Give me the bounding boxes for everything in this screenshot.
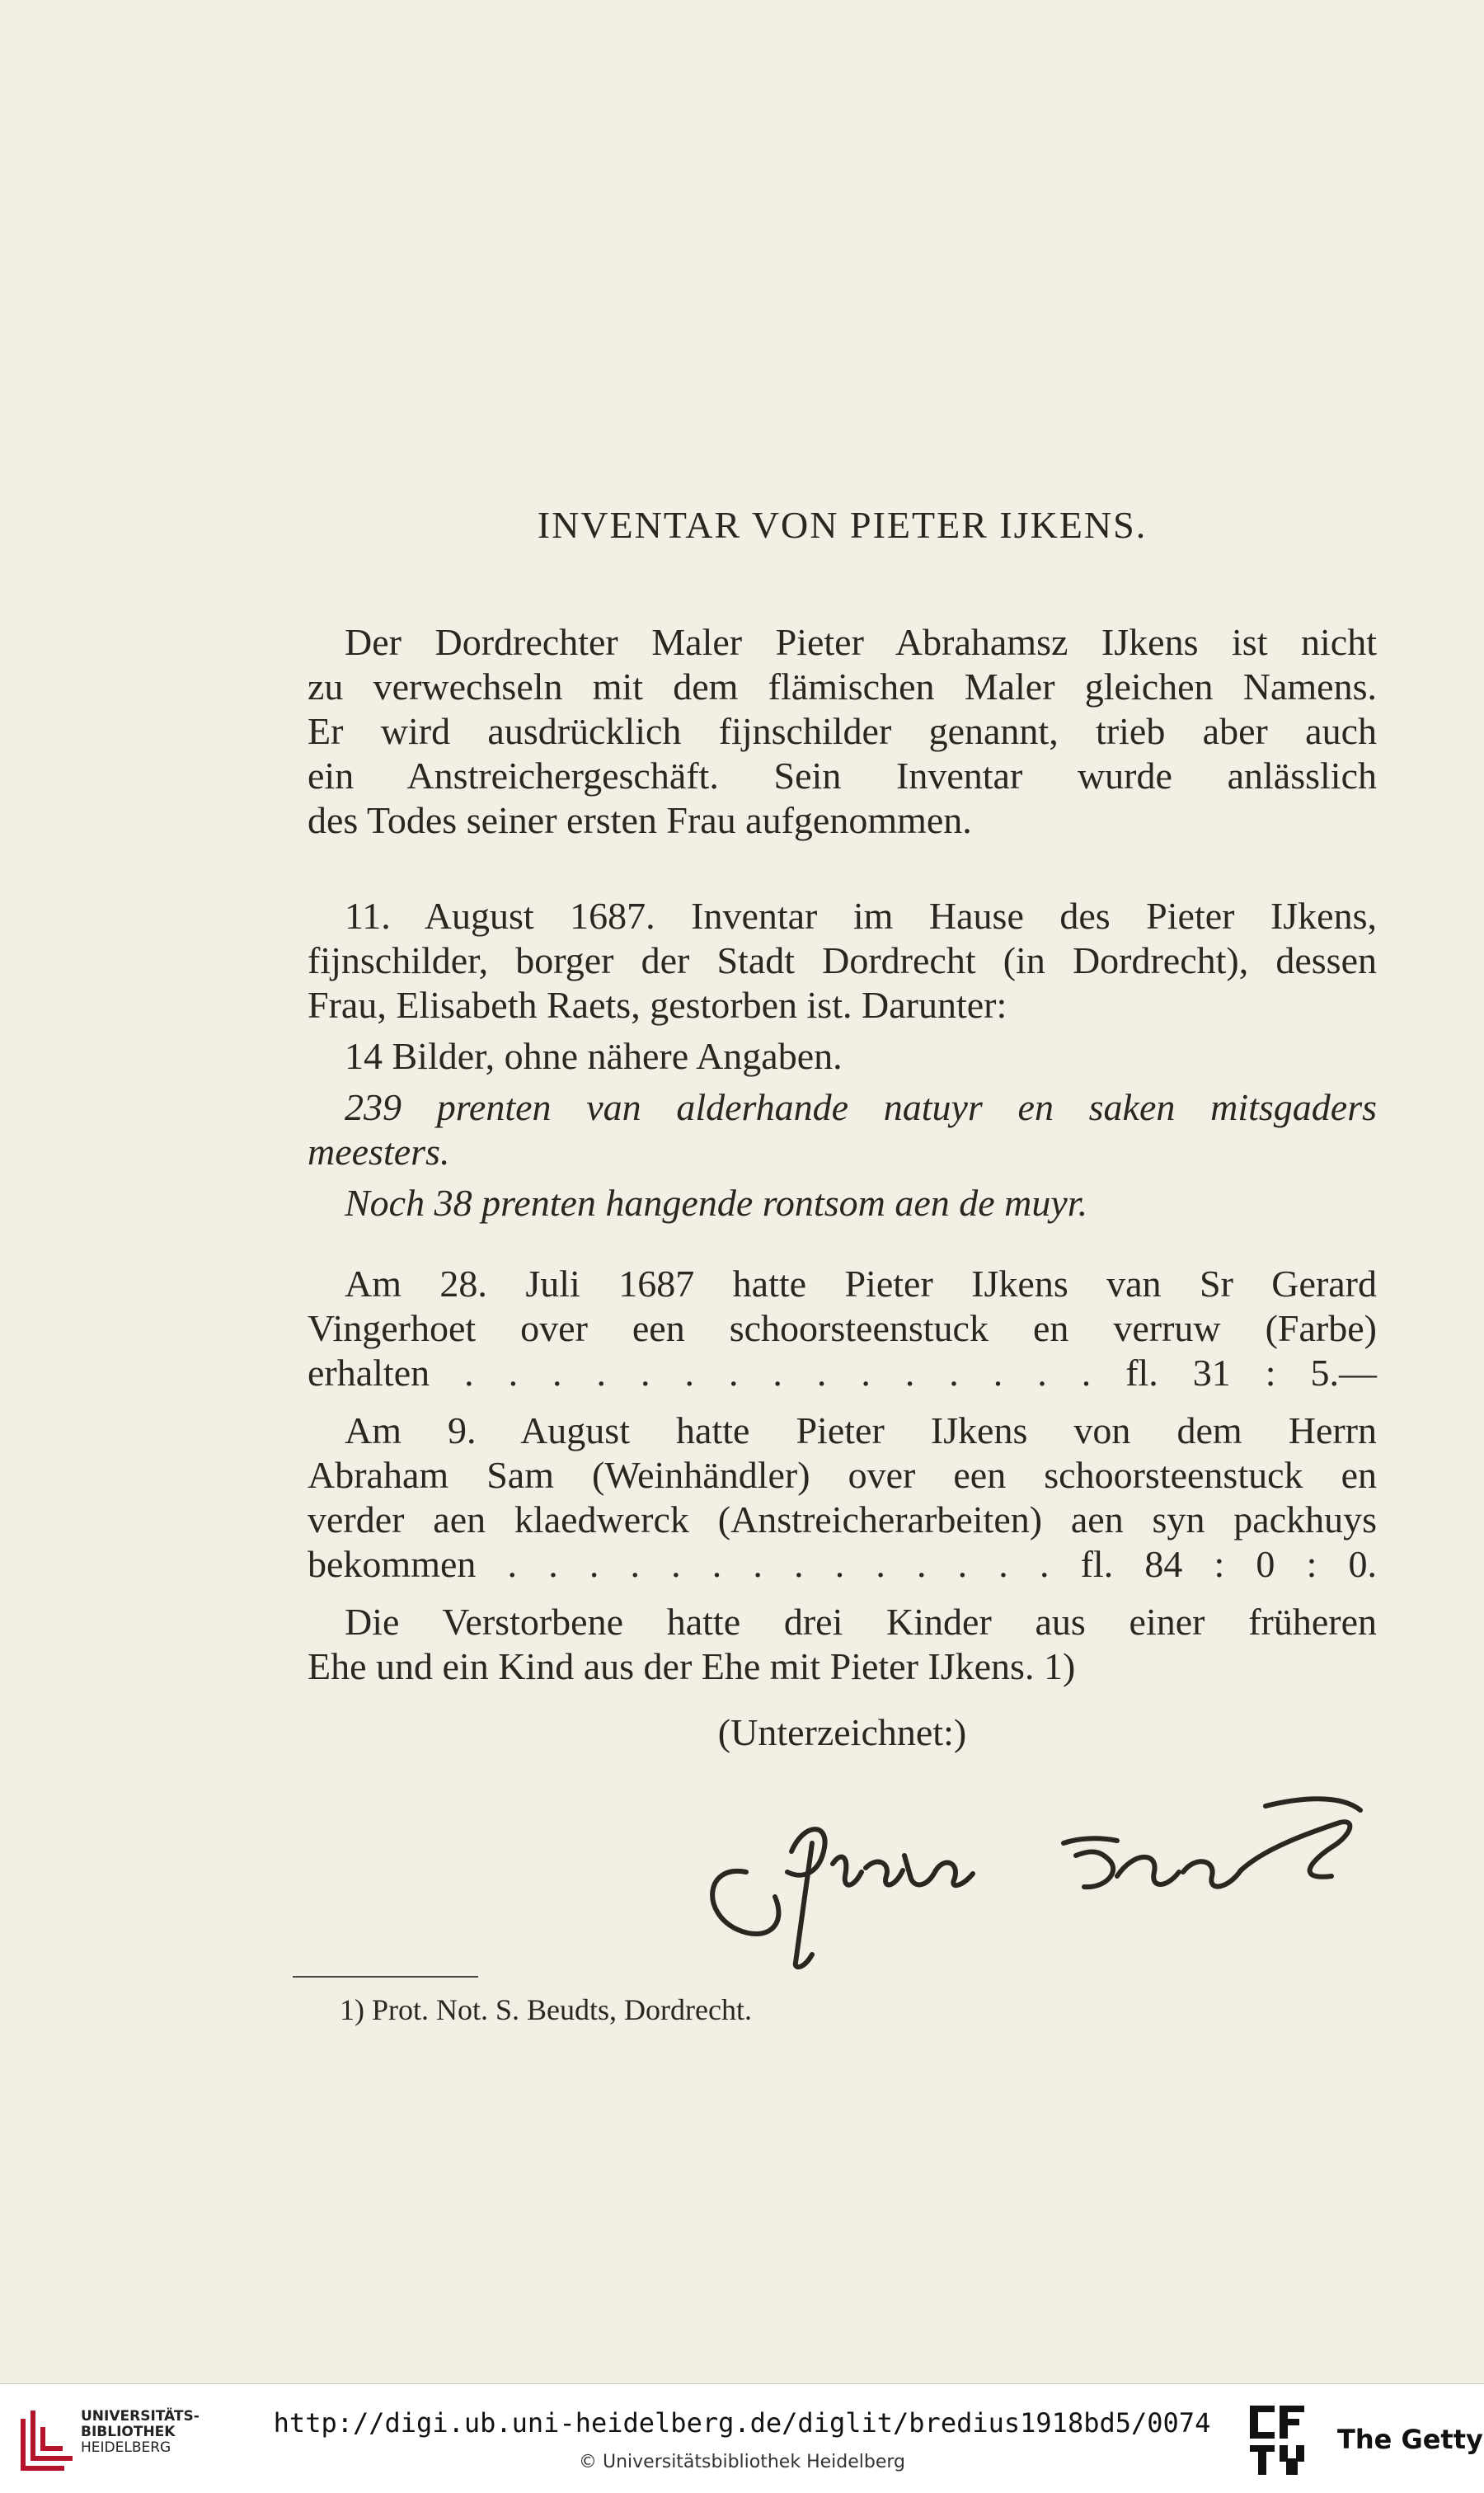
getty-logo-icon	[1247, 2402, 1313, 2478]
text-line: bekommen . . . . . . . . . . . . . . fl. 84 : 0 : 0.	[308, 1543, 1377, 1585]
permalink-url[interactable]: http://digi.ub.uni-heidelberg.de/diglit/bredius1918bd5/0074	[273, 2407, 1211, 2439]
footnote: 1) Prot. Not. S. Beudts, Dordrecht.	[340, 1993, 752, 2026]
text-line: ein Anstreichergeschäft. Sein Inventar wurde anlässlich	[308, 755, 1377, 797]
text-line: Abraham Sam (Weinhändler) over een schoorsteenstuck en	[308, 1454, 1377, 1496]
page-title: INVENTAR VON PIETER IJKENS.	[537, 504, 1148, 546]
copyright-notice: © Universitätsbibliothek Heidelberg	[578, 2452, 905, 2472]
text-line: verder aen klaedwerck (Anstreicherarbeiten) aen syn packhuys	[308, 1498, 1377, 1540]
text-line: 14 Bilder, ohne nähere Angaben.	[345, 1035, 843, 1077]
text-line: (Unterzeichnet:)	[717, 1711, 967, 1753]
text-line: zu verwechseln mit dem flämischen Maler gleichen Namens.	[308, 666, 1377, 708]
text-line: Am 28. Juli 1687 hatte Pieter IJkens van Sr Gerard	[345, 1263, 1377, 1305]
text-line: Frau, Elisabeth Raets, gestorben ist. Darunter:	[308, 984, 1007, 1026]
text-line: Noch 38 prenten hangende rontsom aen de muyr.	[345, 1182, 1088, 1224]
library-name: UNIVERSITÄTS- BIBLIOTHEK HEIDELBERG	[81, 2408, 200, 2456]
viewer-footer	[0, 2383, 1484, 2493]
text-line: 239 prenten van alderhande natuyr en saken mitsgaders	[345, 1086, 1377, 1128]
text-line: fijnschilder, borger der Stadt Dordrecht (in Dordrecht), dessen	[308, 939, 1377, 981]
text-line: Am 9. August hatte Pieter IJkens von dem Herrn	[345, 1409, 1377, 1451]
text-line: erhalten . . . . . . . . . . . . . . . fl. 31 : 5.—	[308, 1352, 1377, 1394]
text-line: Der Dordrechter Maler Pieter Abrahamsz IJkens ist nicht	[345, 621, 1377, 663]
handwritten-signature	[688, 1773, 1381, 1971]
footnote-rule	[293, 1976, 478, 1978]
getty-name: The Getty	[1337, 2424, 1483, 2455]
text-line: meesters.	[308, 1131, 450, 1173]
text-line: Ehe und ein Kind aus der Ehe mit Pieter IJkens. 1)	[308, 1645, 1076, 1687]
text-line: Die Verstorbene hatte drei Kinder aus einer früheren	[345, 1601, 1377, 1643]
text-line: 11. August 1687. Inventar im Hause des Pieter IJkens,	[345, 895, 1377, 937]
text-line: Vingerhoet over een schoorsteenstuck en verruw (Farbe)	[308, 1307, 1377, 1349]
text-line: des Todes seiner ersten Frau aufgenommen.	[308, 799, 972, 841]
text-line: Er wird ausdrücklich fijnschilder genannt, trieb aber auch	[308, 710, 1377, 752]
